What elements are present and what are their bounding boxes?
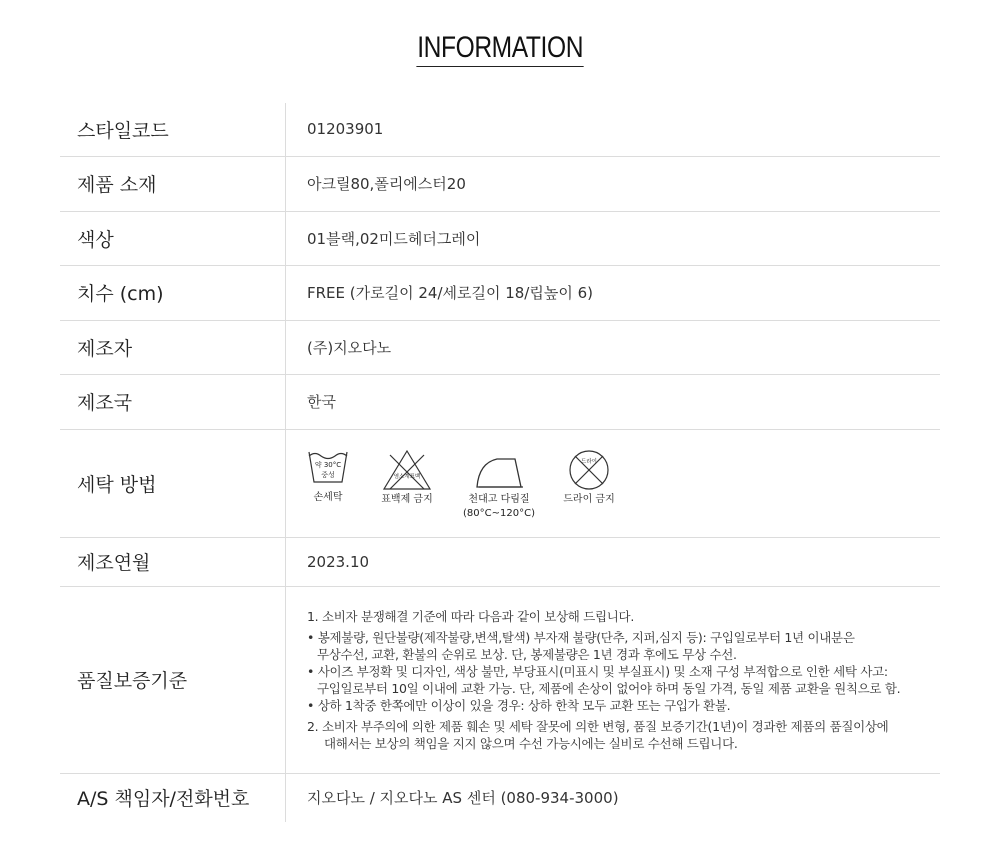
table-row xyxy=(60,265,940,320)
care-iron xyxy=(463,449,535,521)
info-table xyxy=(60,103,940,822)
wash-label: 세탁 방법 xyxy=(60,429,286,537)
table-row xyxy=(60,537,940,586)
care-symbols xyxy=(307,445,940,521)
warranty-line: 무상수선, 교환, 환불의 순위로 보상. 단, 봉제불량은 1년 경과 후에도 무상 수선. xyxy=(317,646,737,662)
as-value: 지오다노 / 지오다노 AS 센터 (080-934-3000) xyxy=(307,789,619,808)
table-row xyxy=(60,103,940,156)
table-row xyxy=(60,211,940,265)
maker-label: 제조자 xyxy=(60,320,286,374)
warranty-text xyxy=(307,608,940,752)
warranty-line: 1. 소비자 분쟁해결 기준에 따라 다음과 같이 보상해 드립니다. xyxy=(307,608,634,624)
no-bleach-icon xyxy=(381,449,433,491)
warranty-value xyxy=(286,586,941,773)
warranty-line: 2. 소비자 부주의에 의한 제품 훼손 및 세탁 잘못에 의한 변형, 품질 보증기간(1년)이 경과한 제품의 품질이상에 xyxy=(307,718,889,734)
country-value: 한국 xyxy=(286,374,941,429)
as-label: A/S 책임자/전화번호 xyxy=(60,773,286,822)
material-value: 아크릴80,폴리에스터20 xyxy=(286,156,941,211)
table-row xyxy=(60,586,940,773)
date-label: 제조연월 xyxy=(60,537,286,586)
care-no-bleach xyxy=(379,449,435,507)
page-title: INFORMATION xyxy=(416,31,583,67)
iron-label: 천대고 다림질 xyxy=(468,494,530,505)
warranty-label: 품질보증기준 xyxy=(60,586,286,773)
maker-value: (주)지오다노 xyxy=(286,320,941,374)
date-value: 2023.10 xyxy=(286,537,941,586)
hand-wash-label: 손세탁 xyxy=(313,492,343,503)
page-title-wrap xyxy=(0,31,1000,67)
care-hand-wash xyxy=(307,449,349,505)
style-code-label: 스타일코드 xyxy=(60,103,286,156)
no-dry-label: 드라이 금지 xyxy=(563,494,615,505)
care-no-dry xyxy=(561,449,617,507)
hand-wash-temp: 약 30°C xyxy=(314,461,342,469)
size-label: 치수 (cm) xyxy=(60,265,286,320)
table-row xyxy=(60,320,940,374)
table-row xyxy=(60,374,940,429)
iron-temp-range: (80°C~120°C) xyxy=(463,508,535,519)
color-label: 색상 xyxy=(60,211,286,265)
warranty-line: 대해서는 보상의 책임을 지지 않으며 수선 가능시에는 실비로 수선해 드립니다. xyxy=(324,735,738,751)
wash-value xyxy=(286,429,941,537)
no-bleach-label: 표백제 금지 xyxy=(381,494,433,505)
warranty-line: • 봉제불량, 원단불량(제작불량,변색,탈색) 부자재 불량(단추, 지퍼,심지 등): 구입일로부터 1년 이내분은 xyxy=(307,629,855,645)
table-row xyxy=(60,156,940,211)
warranty-line: 구입일로부터 10일 이내에 교환 가능. 단, 제품에 손상이 없어야 하며 동일 가격, 동일 제품 교환을 원칙으로 함. xyxy=(317,680,901,696)
no-dry-inner-text: 드라이 xyxy=(581,459,597,465)
hand-wash-icon xyxy=(307,449,349,489)
table-row xyxy=(60,429,940,537)
size-value: FREE (가로길이 24/세로길이 18/립높이 6) xyxy=(286,265,941,320)
warranty-line: • 사이즈 부정확 및 디자인, 색상 불만, 부당표시(미표시 및 부실표시) 및 소재 구성 부적합으로 인한 세탁 사고: xyxy=(307,663,888,679)
no-dryclean-icon xyxy=(566,449,612,491)
style-code-value: 01203901 xyxy=(286,103,941,156)
iron-icon xyxy=(471,449,527,491)
material-label: 제품 소재 xyxy=(60,156,286,211)
color-value: 01블랙,02미드헤더그레이 xyxy=(286,211,941,265)
no-bleach-inner-text: 염소계표백 xyxy=(393,474,421,480)
hand-wash-detergent: 중성 xyxy=(321,471,335,479)
table-row xyxy=(60,773,940,822)
warranty-line: • 상하 1착중 한쪽에만 이상이 있을 경우: 상하 한착 모두 교환 또는 구입가 환불. xyxy=(307,697,731,713)
country-label: 제조국 xyxy=(60,374,286,429)
